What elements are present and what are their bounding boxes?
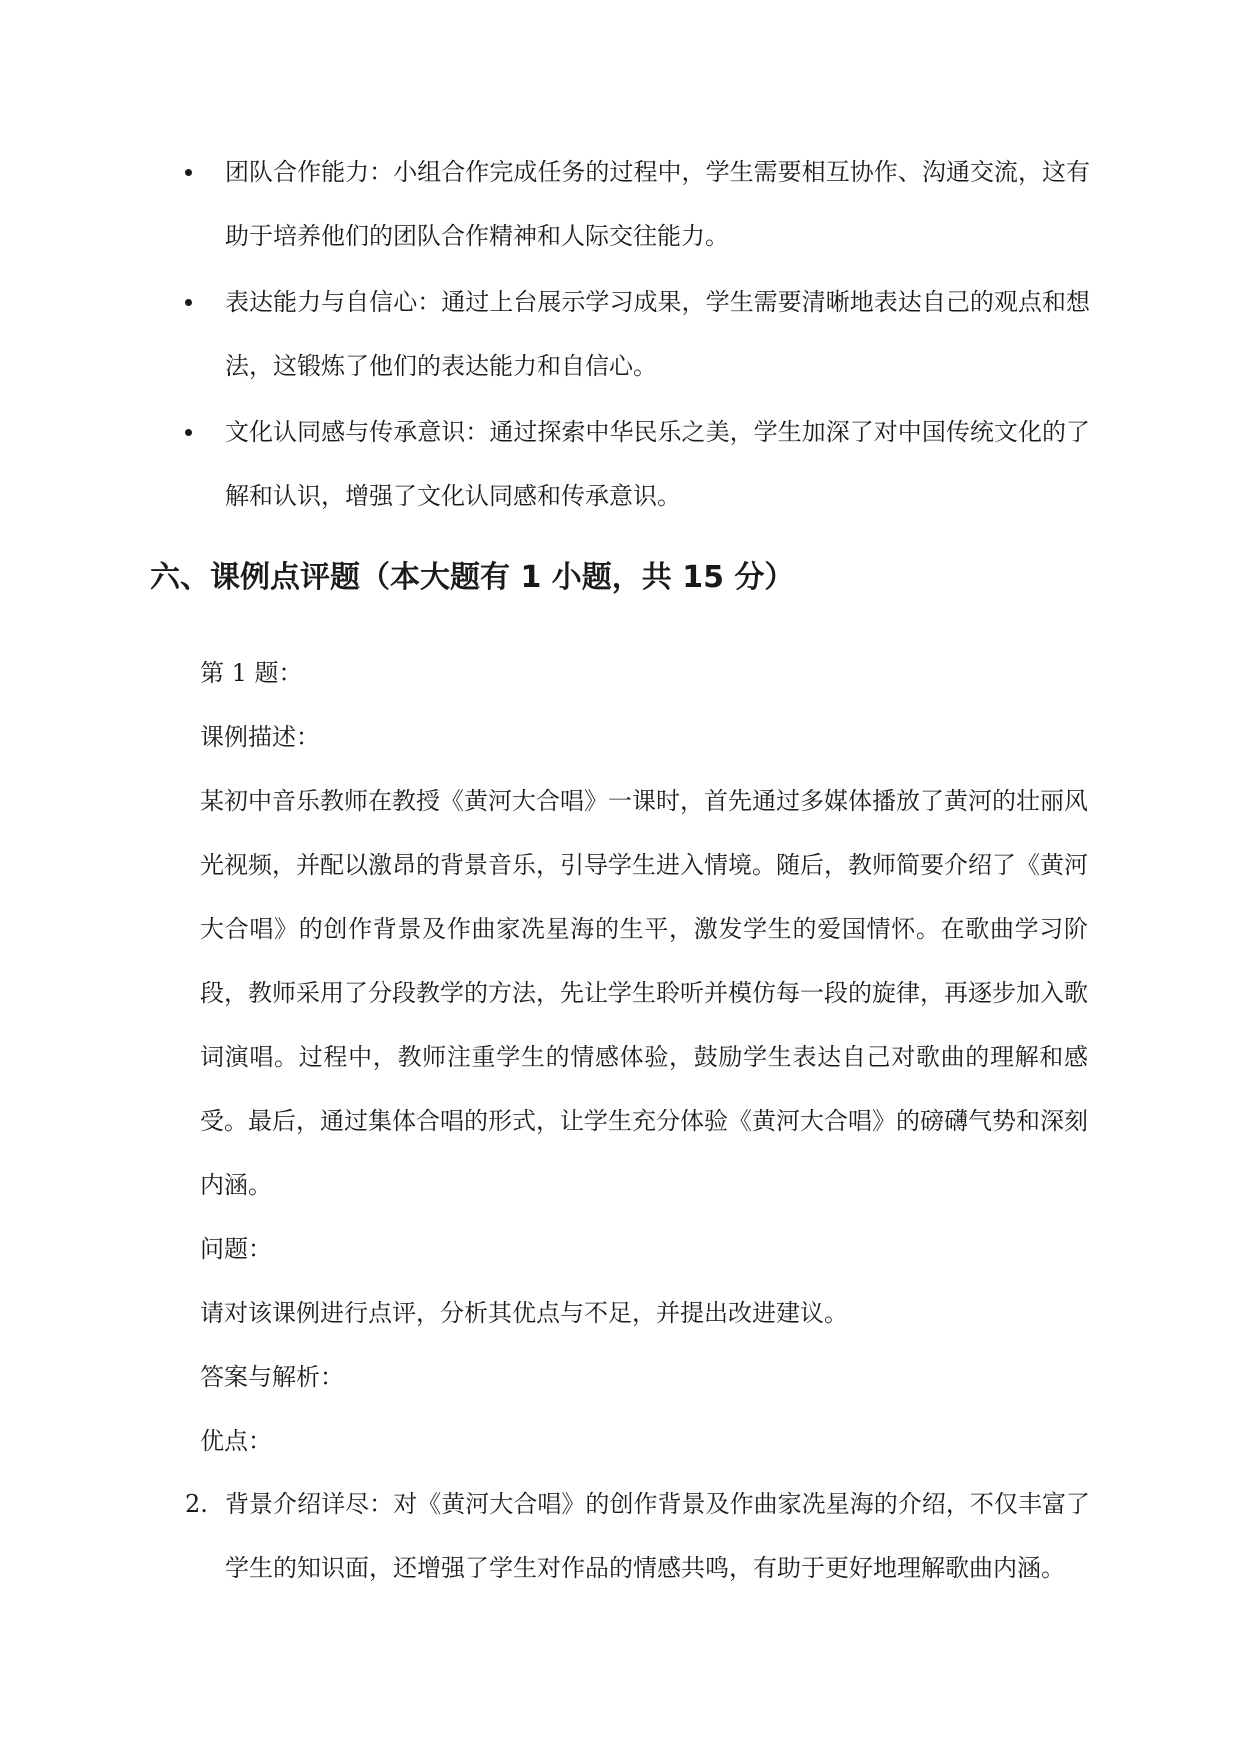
list-item-text: 文化认同感与传承意识：通过探索中华民乐之美，学生加深了对中国传统文化的了解和认识，增强了文化认同感和传承意识。 <box>225 418 1090 510</box>
bullet-icon <box>185 169 192 176</box>
question-block <box>200 641 1088 1473</box>
item-number: 2. <box>185 1490 208 1518</box>
list-item <box>185 400 1090 528</box>
section-heading: 六、课例点评题（本大题有 1 小题，共 15 分） <box>150 560 795 595</box>
item-text: 背景介绍详尽：对《黄河大合唱》的创作背景及作曲家冼星海的介绍，不仅丰富了学生的知识面，还增强了学生对作品的情感共鸣，有助于更好地理解歌曲内涵。 <box>225 1490 1090 1582</box>
description-label: 课例描述： <box>200 723 320 751</box>
bullet-icon <box>185 299 192 306</box>
strengths-label: 优点： <box>200 1427 272 1455</box>
list-item-text: 表达能力与自信心：通过上台展示学习成果，学生需要清晰地表达自己的观点和想法，这锻炼了他们的表达能力和自信心。 <box>225 288 1090 380</box>
question-label: 问题： <box>200 1235 272 1263</box>
answer-label: 答案与解析： <box>200 1363 344 1391</box>
list-item <box>185 140 1090 268</box>
question-number: 第 1 题： <box>200 659 303 687</box>
list-item-text: 团队合作能力：小组合作完成任务的过程中，学生需要相互协作、沟通交流，这有助于培养他们的团队合作精神和人际交往能力。 <box>225 158 1090 250</box>
numbered-list-item <box>185 1472 1090 1600</box>
question-text: 请对该课例进行点评，分析其优点与不足，并提出改进建议。 <box>200 1299 848 1327</box>
bullet-icon <box>185 429 192 436</box>
list-item <box>185 270 1090 398</box>
description-text: 某初中音乐教师在教授《黄河大合唱》一课时，首先通过多媒体播放了黄河的壮丽风光视频，并配以激昂的背景音乐，引导学生进入情境。随后，教师简要介绍了《黄河大合唱》的创作背景及作曲家冼星海的生平，激发学生的爱国情怀。在歌曲学习阶段，教师采用了分段教学的方法，先让学生聆听并模仿每一段的旋律，再逐步加入歌词演唱。过程中，教师注重学生的情感体验，鼓励学生表达自己对歌曲的理解和感受。最后，通过集体合唱的形式，让学生充分体验《黄河大合唱》的磅礴气势和深刻内涵。 <box>200 787 1088 1199</box>
bullet-list <box>185 140 1090 530</box>
